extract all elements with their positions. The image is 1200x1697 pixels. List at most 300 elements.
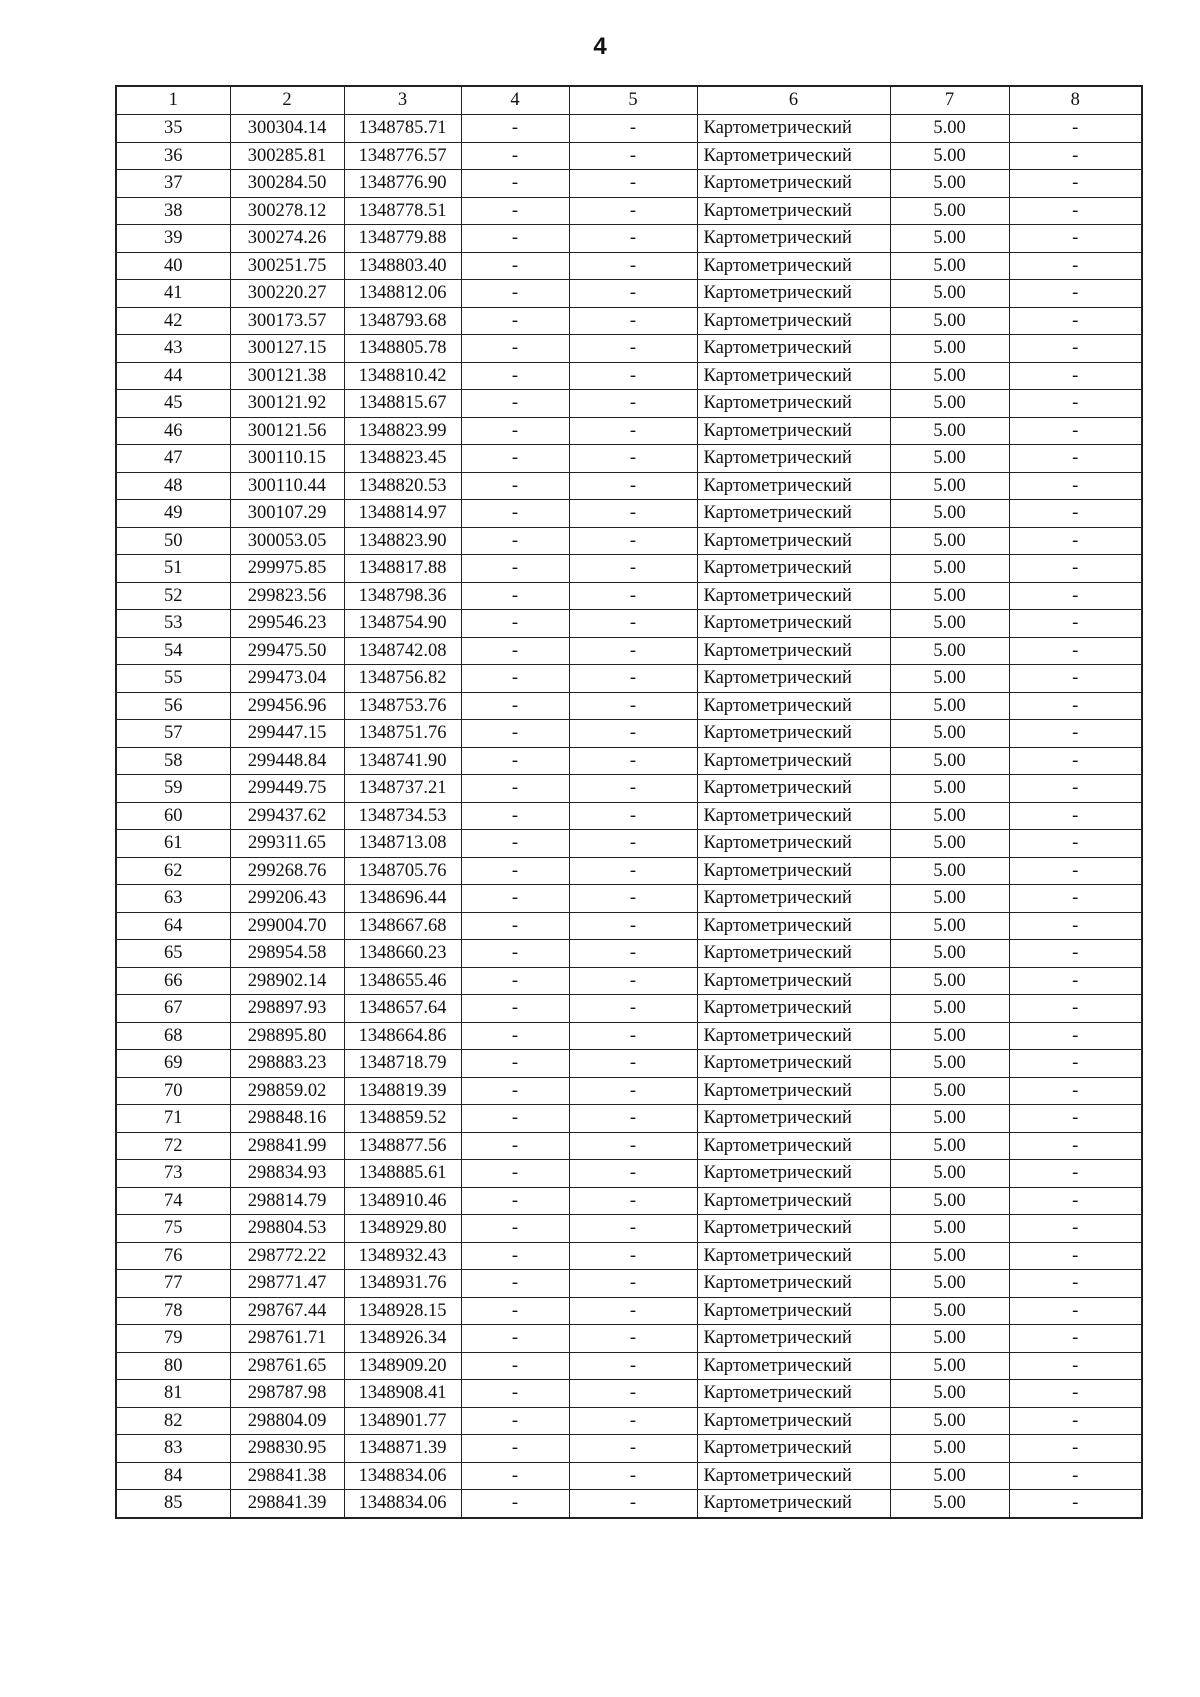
x-coordinate-cell: 298859.02 [230, 1077, 344, 1105]
column-8-cell: - [1009, 472, 1142, 500]
column-4-cell: - [461, 1380, 569, 1408]
accuracy-cell: 5.00 [890, 1352, 1009, 1380]
point-number-cell: 82 [116, 1407, 230, 1435]
column-8-cell: - [1009, 1435, 1142, 1463]
column-5-cell: - [569, 1380, 697, 1408]
x-coordinate-cell: 300278.12 [230, 197, 344, 225]
column-8-cell: - [1009, 940, 1142, 968]
column-5-cell: - [569, 362, 697, 390]
column-8-cell: - [1009, 720, 1142, 748]
column-4-cell: - [461, 610, 569, 638]
table-row [116, 912, 1142, 940]
method-cell: Картометрический [697, 1077, 890, 1105]
method-cell: Картометрический [697, 1380, 890, 1408]
x-coordinate-cell: 298814.79 [230, 1187, 344, 1215]
column-5-cell: - [569, 225, 697, 253]
y-coordinate-cell: 1348926.34 [344, 1325, 461, 1353]
accuracy-cell: 5.00 [890, 445, 1009, 473]
x-coordinate-cell: 298954.58 [230, 940, 344, 968]
method-cell: Картометрический [697, 1352, 890, 1380]
y-coordinate-cell: 1348823.99 [344, 417, 461, 445]
x-coordinate-cell: 298848.16 [230, 1105, 344, 1133]
point-number-cell: 36 [116, 142, 230, 170]
point-number-cell: 64 [116, 912, 230, 940]
column-8-cell: - [1009, 1215, 1142, 1243]
method-cell: Картометрический [697, 967, 890, 995]
x-coordinate-cell: 298834.93 [230, 1160, 344, 1188]
x-coordinate-cell: 299004.70 [230, 912, 344, 940]
column-4-cell: - [461, 1187, 569, 1215]
column-5-cell: - [569, 1270, 697, 1298]
accuracy-cell: 5.00 [890, 1325, 1009, 1353]
column-4-cell: - [461, 1215, 569, 1243]
table-row [116, 885, 1142, 913]
column-4-cell: - [461, 1132, 569, 1160]
method-cell: Картометрический [697, 1297, 890, 1325]
table-row [116, 1490, 1142, 1518]
column-5-cell: - [569, 665, 697, 693]
column-8-cell: - [1009, 1490, 1142, 1518]
column-header: 6 [697, 86, 890, 115]
x-coordinate-cell: 299975.85 [230, 555, 344, 583]
point-number-cell: 83 [116, 1435, 230, 1463]
x-coordinate-cell: 300284.50 [230, 170, 344, 198]
accuracy-cell: 5.00 [890, 665, 1009, 693]
column-5-cell: - [569, 170, 697, 198]
point-number-cell: 43 [116, 335, 230, 363]
point-number-cell: 63 [116, 885, 230, 913]
column-4-cell: - [461, 307, 569, 335]
column-5-cell: - [569, 610, 697, 638]
column-8-cell: - [1009, 637, 1142, 665]
method-cell: Картометрический [697, 692, 890, 720]
accuracy-cell: 5.00 [890, 225, 1009, 253]
accuracy-cell: 5.00 [890, 967, 1009, 995]
column-5-cell: - [569, 472, 697, 500]
column-5-cell: - [569, 445, 697, 473]
table-row [116, 1352, 1142, 1380]
column-8-cell: - [1009, 1132, 1142, 1160]
y-coordinate-cell: 1348812.06 [344, 280, 461, 308]
column-5-cell: - [569, 1215, 697, 1243]
method-cell: Картометрический [697, 857, 890, 885]
accuracy-cell: 5.00 [890, 802, 1009, 830]
x-coordinate-cell: 299206.43 [230, 885, 344, 913]
y-coordinate-cell: 1348823.90 [344, 527, 461, 555]
column-8-cell: - [1009, 527, 1142, 555]
method-cell: Картометрический [697, 445, 890, 473]
column-4-cell: - [461, 1022, 569, 1050]
y-coordinate-cell: 1348810.42 [344, 362, 461, 390]
column-5-cell: - [569, 335, 697, 363]
y-coordinate-cell: 1348751.76 [344, 720, 461, 748]
accuracy-cell: 5.00 [890, 142, 1009, 170]
column-5-cell: - [569, 1407, 697, 1435]
column-8-cell: - [1009, 830, 1142, 858]
point-number-cell: 75 [116, 1215, 230, 1243]
x-coordinate-cell: 298761.65 [230, 1352, 344, 1380]
point-number-cell: 44 [116, 362, 230, 390]
point-number-cell: 80 [116, 1352, 230, 1380]
column-4-cell: - [461, 335, 569, 363]
y-coordinate-cell: 1348932.43 [344, 1242, 461, 1270]
accuracy-cell: 5.00 [890, 885, 1009, 913]
point-number-cell: 72 [116, 1132, 230, 1160]
column-8-cell: - [1009, 170, 1142, 198]
y-coordinate-cell: 1348667.68 [344, 912, 461, 940]
x-coordinate-cell: 298883.23 [230, 1050, 344, 1078]
column-5-cell: - [569, 1462, 697, 1490]
method-cell: Картометрический [697, 720, 890, 748]
column-5-cell: - [569, 1242, 697, 1270]
table-row [116, 417, 1142, 445]
column-4-cell: - [461, 225, 569, 253]
y-coordinate-cell: 1348793.68 [344, 307, 461, 335]
table-row [116, 995, 1142, 1023]
column-4-cell: - [461, 582, 569, 610]
x-coordinate-cell: 298787.98 [230, 1380, 344, 1408]
accuracy-cell: 5.00 [890, 1215, 1009, 1243]
accuracy-cell: 5.00 [890, 1407, 1009, 1435]
accuracy-cell: 5.00 [890, 912, 1009, 940]
y-coordinate-cell: 1348815.67 [344, 390, 461, 418]
point-number-cell: 35 [116, 115, 230, 143]
column-5-cell: - [569, 1435, 697, 1463]
table-row [116, 857, 1142, 885]
column-5-cell: - [569, 1187, 697, 1215]
method-cell: Картометрический [697, 912, 890, 940]
point-number-cell: 42 [116, 307, 230, 335]
method-cell: Картометрический [697, 1105, 890, 1133]
accuracy-cell: 5.00 [890, 747, 1009, 775]
point-number-cell: 56 [116, 692, 230, 720]
table-row [116, 1242, 1142, 1270]
column-5-cell: - [569, 307, 697, 335]
accuracy-cell: 5.00 [890, 940, 1009, 968]
accuracy-cell: 5.00 [890, 197, 1009, 225]
method-cell: Картометрический [697, 1325, 890, 1353]
column-8-cell: - [1009, 995, 1142, 1023]
accuracy-cell: 5.00 [890, 830, 1009, 858]
method-cell: Картометрический [697, 335, 890, 363]
column-4-cell: - [461, 912, 569, 940]
column-4-cell: - [461, 637, 569, 665]
x-coordinate-cell: 300285.81 [230, 142, 344, 170]
column-4-cell: - [461, 885, 569, 913]
y-coordinate-cell: 1348834.06 [344, 1462, 461, 1490]
method-cell: Картометрический [697, 197, 890, 225]
column-8-cell: - [1009, 1050, 1142, 1078]
column-5-cell: - [569, 142, 697, 170]
coordinates-table [115, 85, 1143, 1519]
table-row [116, 1160, 1142, 1188]
column-8-cell: - [1009, 1352, 1142, 1380]
column-8-cell: - [1009, 747, 1142, 775]
x-coordinate-cell: 298902.14 [230, 967, 344, 995]
x-coordinate-cell: 300304.14 [230, 115, 344, 143]
accuracy-cell: 5.00 [890, 720, 1009, 748]
point-number-cell: 62 [116, 857, 230, 885]
table-row [116, 390, 1142, 418]
x-coordinate-cell: 299473.04 [230, 665, 344, 693]
x-coordinate-cell: 298897.93 [230, 995, 344, 1023]
column-8-cell: - [1009, 775, 1142, 803]
method-cell: Картометрический [697, 390, 890, 418]
column-header: 4 [461, 86, 569, 115]
y-coordinate-cell: 1348785.71 [344, 115, 461, 143]
table-row [116, 1270, 1142, 1298]
method-cell: Картометрический [697, 940, 890, 968]
accuracy-cell: 5.00 [890, 252, 1009, 280]
y-coordinate-cell: 1348798.36 [344, 582, 461, 610]
table-row [116, 1022, 1142, 1050]
column-8-cell: - [1009, 582, 1142, 610]
column-8-cell: - [1009, 1105, 1142, 1133]
column-8-cell: - [1009, 1022, 1142, 1050]
method-cell: Картометрический [697, 417, 890, 445]
point-number-cell: 37 [116, 170, 230, 198]
column-5-cell: - [569, 1325, 697, 1353]
y-coordinate-cell: 1348718.79 [344, 1050, 461, 1078]
column-4-cell: - [461, 720, 569, 748]
column-header: 8 [1009, 86, 1142, 115]
accuracy-cell: 5.00 [890, 692, 1009, 720]
point-number-cell: 40 [116, 252, 230, 280]
column-4-cell: - [461, 362, 569, 390]
column-5-cell: - [569, 280, 697, 308]
column-4-cell: - [461, 1490, 569, 1518]
accuracy-cell: 5.00 [890, 1462, 1009, 1490]
column-5-cell: - [569, 912, 697, 940]
accuracy-cell: 5.00 [890, 857, 1009, 885]
column-5-cell: - [569, 252, 697, 280]
table-row [116, 802, 1142, 830]
y-coordinate-cell: 1348657.64 [344, 995, 461, 1023]
point-number-cell: 49 [116, 500, 230, 528]
table-row [116, 1325, 1142, 1353]
y-coordinate-cell: 1348908.41 [344, 1380, 461, 1408]
point-number-cell: 47 [116, 445, 230, 473]
column-5-cell: - [569, 775, 697, 803]
column-4-cell: - [461, 1462, 569, 1490]
table-row [116, 527, 1142, 555]
point-number-cell: 66 [116, 967, 230, 995]
y-coordinate-cell: 1348756.82 [344, 665, 461, 693]
x-coordinate-cell: 300110.44 [230, 472, 344, 500]
column-8-cell: - [1009, 967, 1142, 995]
method-cell: Картометрический [697, 1407, 890, 1435]
column-5-cell: - [569, 1022, 697, 1050]
accuracy-cell: 5.00 [890, 362, 1009, 390]
y-coordinate-cell: 1348803.40 [344, 252, 461, 280]
column-5-cell: - [569, 692, 697, 720]
x-coordinate-cell: 298841.38 [230, 1462, 344, 1490]
method-cell: Картометрический [697, 225, 890, 253]
column-5-cell: - [569, 720, 697, 748]
table-row [116, 500, 1142, 528]
x-coordinate-cell: 298841.39 [230, 1490, 344, 1518]
table-row [116, 252, 1142, 280]
point-number-cell: 71 [116, 1105, 230, 1133]
accuracy-cell: 5.00 [890, 610, 1009, 638]
y-coordinate-cell: 1348859.52 [344, 1105, 461, 1133]
method-cell: Картометрический [697, 362, 890, 390]
column-4-cell: - [461, 1407, 569, 1435]
table-row [116, 1435, 1142, 1463]
table-header-row [116, 86, 1142, 115]
column-4-cell: - [461, 857, 569, 885]
table-row [116, 115, 1142, 143]
accuracy-cell: 5.00 [890, 115, 1009, 143]
point-number-cell: 73 [116, 1160, 230, 1188]
page-number: 4 [593, 33, 607, 60]
column-5-cell: - [569, 527, 697, 555]
y-coordinate-cell: 1348779.88 [344, 225, 461, 253]
column-4-cell: - [461, 1160, 569, 1188]
column-8-cell: - [1009, 555, 1142, 583]
point-number-cell: 69 [116, 1050, 230, 1078]
point-number-cell: 58 [116, 747, 230, 775]
accuracy-cell: 5.00 [890, 1132, 1009, 1160]
x-coordinate-cell: 298772.22 [230, 1242, 344, 1270]
y-coordinate-cell: 1348910.46 [344, 1187, 461, 1215]
point-number-cell: 54 [116, 637, 230, 665]
y-coordinate-cell: 1348805.78 [344, 335, 461, 363]
accuracy-cell: 5.00 [890, 472, 1009, 500]
column-5-cell: - [569, 1077, 697, 1105]
x-coordinate-cell: 298761.71 [230, 1325, 344, 1353]
column-8-cell: - [1009, 225, 1142, 253]
accuracy-cell: 5.00 [890, 1050, 1009, 1078]
column-5-cell: - [569, 940, 697, 968]
method-cell: Картометрический [697, 802, 890, 830]
method-cell: Картометрический [697, 1187, 890, 1215]
column-5-cell: - [569, 747, 697, 775]
column-4-cell: - [461, 252, 569, 280]
column-4-cell: - [461, 280, 569, 308]
table-row [116, 335, 1142, 363]
x-coordinate-cell: 298771.47 [230, 1270, 344, 1298]
accuracy-cell: 5.00 [890, 1242, 1009, 1270]
point-number-cell: 67 [116, 995, 230, 1023]
point-number-cell: 55 [116, 665, 230, 693]
column-8-cell: - [1009, 802, 1142, 830]
x-coordinate-cell: 300121.56 [230, 417, 344, 445]
table-row [116, 225, 1142, 253]
accuracy-cell: 5.00 [890, 582, 1009, 610]
column-5-cell: - [569, 830, 697, 858]
column-8-cell: - [1009, 280, 1142, 308]
method-cell: Картометрический [697, 252, 890, 280]
column-5-cell: - [569, 1132, 697, 1160]
column-8-cell: - [1009, 885, 1142, 913]
method-cell: Картометрический [697, 280, 890, 308]
table-row [116, 582, 1142, 610]
y-coordinate-cell: 1348655.46 [344, 967, 461, 995]
point-number-cell: 51 [116, 555, 230, 583]
accuracy-cell: 5.00 [890, 637, 1009, 665]
table-row [116, 1297, 1142, 1325]
x-coordinate-cell: 300220.27 [230, 280, 344, 308]
method-cell: Картометрический [697, 665, 890, 693]
method-cell: Картометрический [697, 115, 890, 143]
column-4-cell: - [461, 1270, 569, 1298]
accuracy-cell: 5.00 [890, 307, 1009, 335]
x-coordinate-cell: 298895.80 [230, 1022, 344, 1050]
table-row [116, 610, 1142, 638]
table-row [116, 1380, 1142, 1408]
column-8-cell: - [1009, 500, 1142, 528]
column-8-cell: - [1009, 1270, 1142, 1298]
x-coordinate-cell: 300274.26 [230, 225, 344, 253]
method-cell: Картометрический [697, 1490, 890, 1518]
column-4-cell: - [461, 197, 569, 225]
y-coordinate-cell: 1348928.15 [344, 1297, 461, 1325]
x-coordinate-cell: 299456.96 [230, 692, 344, 720]
method-cell: Картометрический [697, 775, 890, 803]
column-5-cell: - [569, 967, 697, 995]
x-coordinate-cell: 298830.95 [230, 1435, 344, 1463]
y-coordinate-cell: 1348734.53 [344, 802, 461, 830]
x-coordinate-cell: 299311.65 [230, 830, 344, 858]
table-row [116, 142, 1142, 170]
point-number-cell: 81 [116, 1380, 230, 1408]
point-number-cell: 61 [116, 830, 230, 858]
table-row [116, 280, 1142, 308]
column-8-cell: - [1009, 115, 1142, 143]
point-number-cell: 78 [116, 1297, 230, 1325]
point-number-cell: 45 [116, 390, 230, 418]
method-cell: Картометрический [697, 885, 890, 913]
y-coordinate-cell: 1348664.86 [344, 1022, 461, 1050]
point-number-cell: 57 [116, 720, 230, 748]
column-8-cell: - [1009, 1462, 1142, 1490]
point-number-cell: 46 [116, 417, 230, 445]
column-5-cell: - [569, 197, 697, 225]
column-5-cell: - [569, 390, 697, 418]
point-number-cell: 79 [116, 1325, 230, 1353]
column-header: 5 [569, 86, 697, 115]
method-cell: Картометрический [697, 1132, 890, 1160]
column-8-cell: - [1009, 197, 1142, 225]
column-8-cell: - [1009, 1242, 1142, 1270]
table-row [116, 307, 1142, 335]
method-cell: Картометрический [697, 582, 890, 610]
point-number-cell: 41 [116, 280, 230, 308]
column-5-cell: - [569, 1160, 697, 1188]
column-8-cell: - [1009, 445, 1142, 473]
table-row [116, 1050, 1142, 1078]
y-coordinate-cell: 1348877.56 [344, 1132, 461, 1160]
x-coordinate-cell: 300121.92 [230, 390, 344, 418]
column-8-cell: - [1009, 1077, 1142, 1105]
accuracy-cell: 5.00 [890, 527, 1009, 555]
x-coordinate-cell: 300107.29 [230, 500, 344, 528]
column-5-cell: - [569, 857, 697, 885]
column-4-cell: - [461, 142, 569, 170]
point-number-cell: 77 [116, 1270, 230, 1298]
accuracy-cell: 5.00 [890, 1160, 1009, 1188]
column-header: 2 [230, 86, 344, 115]
column-5-cell: - [569, 637, 697, 665]
accuracy-cell: 5.00 [890, 1380, 1009, 1408]
table-row [116, 720, 1142, 748]
method-cell: Картометрический [697, 830, 890, 858]
x-coordinate-cell: 299447.15 [230, 720, 344, 748]
column-8-cell: - [1009, 335, 1142, 363]
accuracy-cell: 5.00 [890, 1297, 1009, 1325]
y-coordinate-cell: 1348834.06 [344, 1490, 461, 1518]
